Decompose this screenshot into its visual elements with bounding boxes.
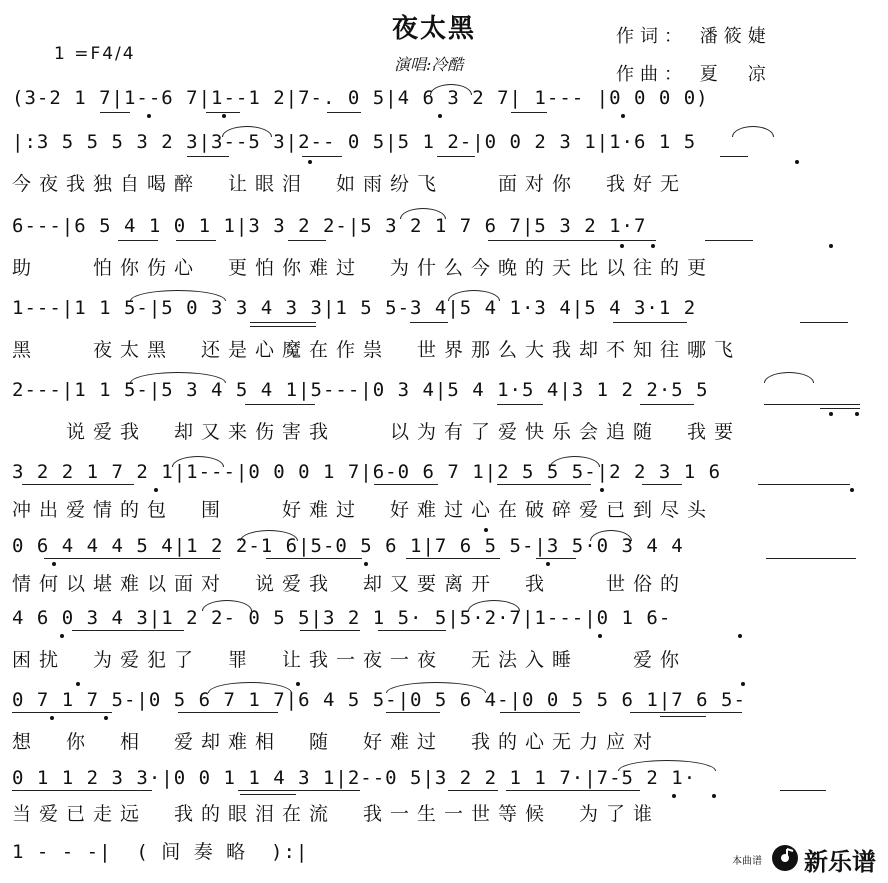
music-note-disc-icon (770, 843, 800, 877)
beam-mark (640, 404, 694, 405)
octave-dot (795, 160, 799, 164)
octave-dot (147, 114, 151, 118)
lyric-row-2: 今夜我独自喝醉 让眼泪 如雨纷飞 面对你 我好无 (12, 173, 688, 195)
lyric-row-9: 想 你 相 爱却难相 随 好难过 我的心无力应对 (12, 731, 661, 753)
octave-dot (296, 682, 300, 686)
beam-mark (820, 408, 860, 409)
beam-mark (12, 790, 152, 791)
beam-mark (780, 790, 826, 791)
tie-mark (130, 290, 226, 301)
notation-row-2: |:3 5 5 5 3 2 3|3--5 3|2-- 0 5|5 1 2-|0 0 2 3 1|1·6 1 5 (12, 131, 697, 153)
beam-mark (206, 112, 240, 113)
beam-mark (536, 558, 576, 559)
watermark-brand: 新乐谱 (804, 848, 876, 876)
beam-mark (500, 712, 580, 713)
notation-row-5: 2---|1 1 5-|5 3 4 5 4 1|5---|0 3 4|5 4 1·5 4|3 1 2 2·5 5 (12, 379, 709, 401)
beam-mark (497, 484, 591, 485)
tie-mark (400, 208, 446, 219)
beam-mark (660, 716, 706, 717)
tie-mark (208, 682, 292, 693)
octave-dot (738, 634, 742, 638)
notation-row-7: 0 6 4 4 4 5 4|1 2 2-1 6|5-0 5 6 1|7 6 5 5-|3 5·0 3 4 4 (12, 535, 684, 557)
notation-row-6: 3 2 2 1 7 2 1|1---|0 0 0 1 7|6-0 6 7 1|2 5 5 5-|2 2 3 1 6 (12, 461, 722, 483)
beam-mark (613, 322, 687, 323)
lyric-row-4: 黑 夜太黑 还是心魔在作祟 世界那么大我却不知往哪飞 (12, 339, 742, 361)
lyric-row-3: 助 怕你伤心 更怕你难过 为什么今晚的天比以往的更 (12, 257, 715, 279)
beam-mark (448, 790, 498, 791)
notation-row-4: 1---|1 1 5-|5 0 3 3 4 3 3|1 5 5-3 4|5 4 1·3 4|5 4 3·1 2 (12, 297, 697, 319)
notation-row-8: 4 6 0 3 4 3|1 2 2- 0 5 5|3 2 1 5· 5|5·2·7|1---|0 1 6- (12, 607, 672, 629)
beam-mark (187, 156, 229, 157)
octave-dot (621, 114, 625, 118)
octave-dot (741, 682, 745, 686)
octave-dot (850, 488, 854, 492)
octave-dot (600, 488, 604, 492)
beam-mark (437, 156, 475, 157)
composer-credit: 作曲： 夏 凉 (616, 64, 772, 85)
tie-mark (240, 530, 298, 541)
beam-mark (766, 558, 856, 559)
beam-mark (642, 484, 682, 485)
beam-mark (250, 322, 316, 323)
beam-mark (266, 558, 362, 559)
beam-mark (374, 484, 438, 485)
beam-mark (378, 630, 446, 631)
beam-mark (406, 558, 500, 559)
watermark-small-text: 本曲谱 (732, 856, 762, 867)
beam-mark (178, 712, 278, 713)
beam-mark (720, 156, 748, 157)
beam-mark (240, 794, 296, 795)
octave-dot (651, 244, 655, 248)
octave-dot (52, 562, 56, 566)
beam-mark (386, 712, 440, 713)
beam-mark (764, 404, 860, 405)
beam-mark (705, 240, 753, 241)
notation-row-1: (3-2 1 7|1--6 7|1--1 2|7-. 0 5|4 6 3 2 7| 1--- |0 0 0 0) (12, 87, 709, 109)
lyric-row-6: 冲出爱情的包 围 好难过 好难过心在破碎爱已到尽头 (12, 499, 715, 521)
octave-dot (308, 160, 312, 164)
beam-mark (176, 240, 216, 241)
octave-dot (672, 794, 676, 798)
octave-dot (50, 716, 54, 720)
tie-mark (590, 530, 632, 541)
tie-mark (448, 290, 500, 301)
beam-mark (410, 322, 448, 323)
beam-mark (12, 712, 112, 713)
tie-mark (222, 126, 272, 137)
octave-dot (546, 562, 550, 566)
beam-mark (630, 712, 742, 713)
lyric-row-8: 困扰 为爱犯了 罪 让我一夜一夜 无法入睡 爱你 (12, 649, 688, 671)
notation-row-10: 0 1 1 2 3 3·|0 0 1 1 4 3 1|2--0 5|3 2 2 1 1 7·|7-5 2 1· (12, 767, 697, 789)
octave-dot (104, 716, 108, 720)
beam-mark (511, 112, 547, 113)
watermark (732, 842, 876, 877)
tie-mark (468, 600, 520, 611)
octave-dot (364, 562, 368, 566)
octave-dot (484, 528, 488, 532)
octave-dot (60, 634, 64, 638)
beam-mark (506, 790, 640, 791)
notation-row-9: 0 7 1 7 5-|0 5 6 7 1 7|6 4 5 5-|0 5 6 4-|0 0 5 5 6 1|7 6 5- (12, 689, 746, 711)
beam-mark (100, 112, 130, 113)
octave-dot (712, 794, 716, 798)
octave-dot (76, 682, 80, 686)
beam-mark (300, 630, 360, 631)
notation-row-3: 6---|6 5 4 1 0 1 1|3 3 2 2-|5 3 2 1 7 6 7|5 3 2 1·7 (12, 215, 647, 237)
beam-mark (245, 404, 315, 405)
tie-mark (386, 682, 486, 693)
octave-dot (620, 244, 624, 248)
beam-mark (44, 558, 220, 559)
tie-mark (732, 126, 774, 137)
beam-mark (302, 156, 342, 157)
tie-mark (618, 760, 716, 771)
octave-dot (855, 412, 859, 416)
tie-mark (130, 372, 226, 383)
notation-row-11: 1 - - -| ( 间 奏 略 ):| (12, 841, 309, 863)
tie-mark (764, 372, 814, 383)
octave-dot (154, 488, 158, 492)
beam-mark (758, 484, 850, 485)
beam-mark (800, 322, 848, 323)
beam-mark (327, 112, 361, 113)
octave-dot (222, 114, 226, 118)
lyricist-credit: 作词： 潘筱婕 (616, 26, 772, 47)
tie-mark (202, 600, 252, 611)
beam-mark (288, 240, 326, 241)
song-title: 夜太黑 (392, 14, 477, 44)
tie-mark (172, 456, 224, 467)
key-signature: 1 =F4/4 (54, 44, 136, 64)
lyric-row-5: 说爱我 却又来伤害我 以为有了爱快乐会追随 我要 (12, 421, 742, 443)
tie-mark (550, 456, 600, 467)
octave-dot (438, 114, 442, 118)
beam-mark (238, 790, 360, 791)
lyric-row-7: 情何以堪难以面对 说爱我 却又要离开 我 世俗的 (12, 573, 688, 595)
octave-dot (829, 244, 833, 248)
singer-credit: 演唱:冷酷 (394, 55, 464, 74)
beam-mark (118, 240, 158, 241)
beam-mark (250, 326, 316, 327)
lyric-row-10: 当爱已走远 我的眼泪在流 我一生一世等候 为了谁 (12, 803, 661, 825)
octave-dot (598, 634, 602, 638)
beam-mark (497, 404, 543, 405)
beam-mark (488, 240, 656, 241)
beam-mark (72, 630, 184, 631)
octave-dot (829, 412, 833, 416)
beam-mark (22, 484, 134, 485)
